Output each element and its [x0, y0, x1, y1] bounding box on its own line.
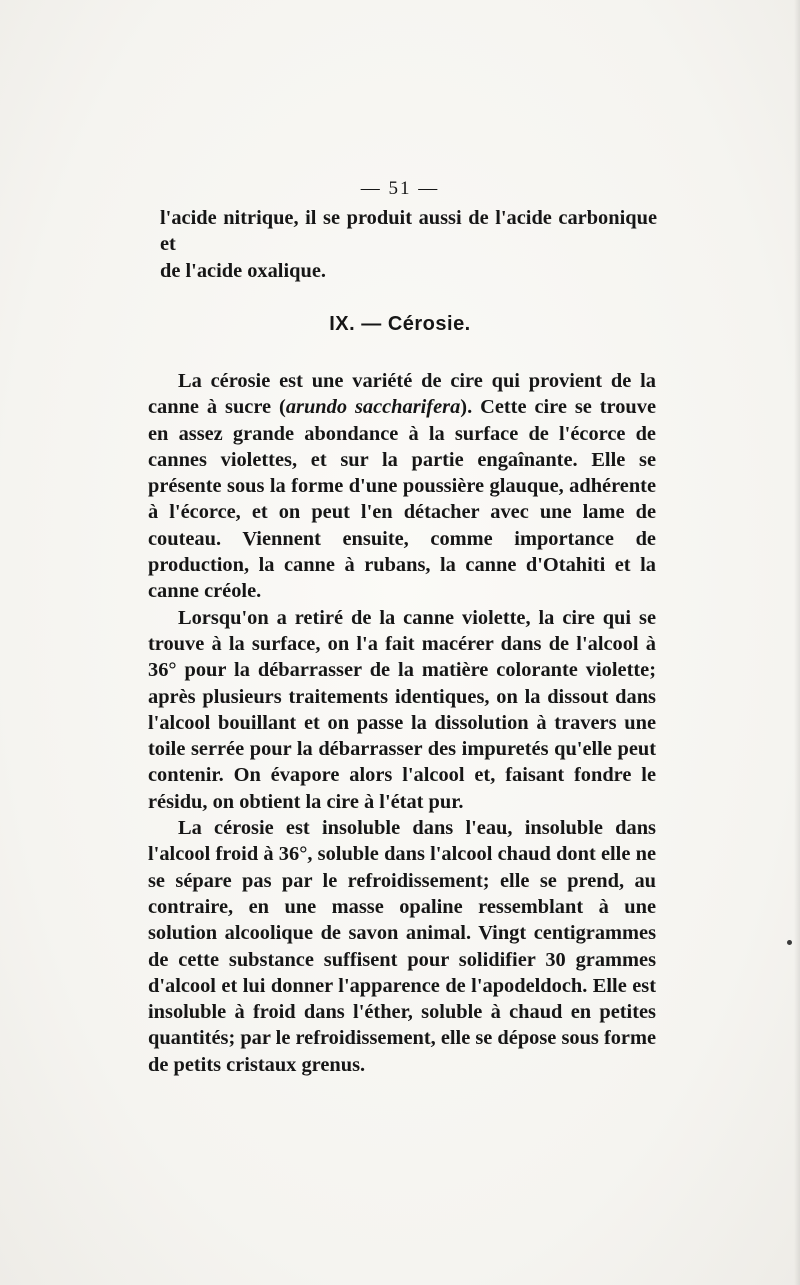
paragraph-1-start: La cérosie est une variété de cire qui provient de la canne à sucre ( — [148, 370, 656, 419]
paragraph-1 — [148, 368, 656, 605]
ink-speck — [787, 940, 792, 945]
section-body — [148, 368, 656, 1078]
paragraph-1-end: ). Cette cire se trouve en assez grande abondance à la surface de l'écorce de cannes violettes, et sur la partie engaînante. Elle se présente sous la forme d'une poussière glauque, adhérente à l'écorce, et on peut l'en détacher avec une lame de couteau. Viennent ensuite, comme importance de production, la canne à rubans, la canne d'Otahiti et la canne créole. — [148, 396, 656, 603]
paragraph-2: Lorsqu'on a retiré de la canne violette, la cire qui se trouve à la surface, on l'a fait macérer dans de l'alcool à 36° pour la débarrasser de la matière colorante violette; après plusieurs traitements identiques, on la dissout dans l'alcool bouillant et on passe la dissolution à travers une toile serrée pour la débarrasser des impuretés qu'elle peut contenir. On évapore alors l'alcool et, faisant fondre le résidu, on obtient la cire à l'état pur. — [148, 606, 656, 813]
continued-line-1: l'acide nitrique, il se produit aussi de l'acide carbonique et — [160, 207, 657, 256]
continued-line-2: de l'acide oxalique. — [160, 259, 326, 282]
paragraph-3: La cérosie est insoluble dans l'eau, insoluble dans l'alcool froid à 36°, soluble dans l'alcool chaud dont elle ne se sépare pas par le refroidissement; elle se prend, au contraire, en une masse opaline ressemblant à une solution alcoolique de savon animal. Vingt centigrammes de cette substance suffisent pour solidifier 30 grammes d'alcool et lui donner l'apparence de l'apodeldoch. Elle est insoluble à froid dans l'éther, soluble à chaud en petites quantités; par le refroidissement, elle se dépose sous forme de petits cristaux grenus. — [148, 817, 657, 1076]
continued-paragraph — [160, 205, 657, 284]
page-number: — 51 — — [360, 178, 440, 199]
latin-name: arundo saccharifera — [285, 396, 461, 419]
section-heading: IX. — Cérosie. — [329, 313, 471, 335]
